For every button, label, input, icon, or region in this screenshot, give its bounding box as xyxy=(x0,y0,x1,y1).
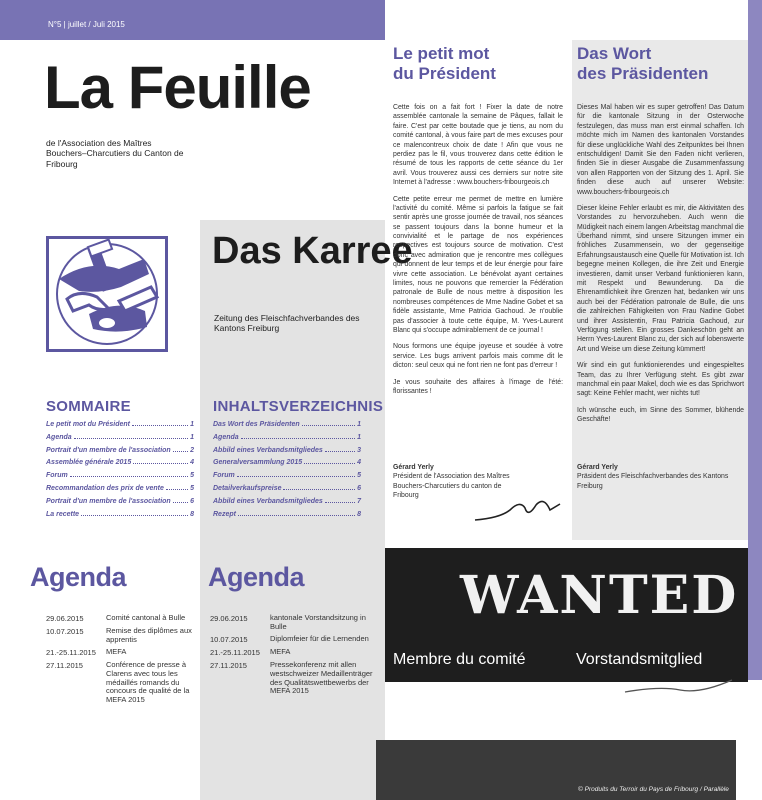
agenda-item xyxy=(46,661,196,704)
agenda-item xyxy=(210,661,375,696)
masthead-title: La Feuille xyxy=(44,54,311,121)
agenda-text: Comité cantonal à Bulle xyxy=(106,613,186,622)
agenda-item xyxy=(46,614,196,623)
toc-dots xyxy=(132,420,188,426)
sommaire-title: SOMMAIRE xyxy=(46,398,131,415)
toc-item[interactable] xyxy=(213,433,361,446)
toc-item-page: 8 xyxy=(357,510,361,518)
toc-item[interactable] xyxy=(46,420,194,433)
agenda-item xyxy=(46,648,196,657)
agenda-text: Pressekonferenz mit allen westschweizer Medaillenträger des Qualitätswettbewerbs der MEFA 2015 xyxy=(270,660,373,696)
toc-dots xyxy=(237,471,355,477)
toc-item[interactable] xyxy=(213,458,361,471)
agenda-text: Diplomfeier für die Lernenden xyxy=(270,634,369,644)
toc-item-label: Forum xyxy=(46,472,68,480)
toc-item[interactable] xyxy=(46,510,194,523)
paragraph: Cette petite erreur me permet de mettre en lumière l'activité du comité. Même si parfois la fatigue se fait sentir après une grosse journée de travail, nos séances se passent toujours dans la bonne humeur et la convivialité et le partage de nos expériences respectives est toujours source de motivation. C'est donc avec admiration que je rencontre mes collègues qui donnent de leur temps et de leur énergie pour faire vivre cette association. Le bénévolat ayant certaines limites, nous ne pouvons que remercier la Fédération patronale de Bulle de nous mettre à disposition les nombreuses compétences de Mme Nadine Gobet et sa fidèle assistante, Mme Patricia Gachoud. Je n'oublie pas d'associer à toute cette équipe, M. Yves-Laurent Blanc qui s'occupe admirablement de ce journal ! xyxy=(393,195,563,334)
agenda-date: 27.11.2015 xyxy=(46,661,83,671)
toc-dots xyxy=(238,510,355,516)
toc-item-page: 2 xyxy=(190,446,194,454)
issue-number: N°5 | juillet / Juli 2015 xyxy=(48,20,125,29)
president-fr-text xyxy=(393,103,563,403)
toc-item-label: Das Wort des Präsidenten xyxy=(213,421,300,428)
signature-icon xyxy=(470,490,565,530)
toc-item-page: 5 xyxy=(190,484,194,492)
toc-item-page: 1 xyxy=(190,433,194,441)
agenda-text: Conférence de presse à Clarens avec tous les médaillés romands du concours de qualité de la MEFA 2015 xyxy=(106,660,190,704)
toc-item[interactable] xyxy=(213,497,361,510)
toc-dots xyxy=(304,458,355,464)
toc-item-page: 5 xyxy=(190,472,194,480)
masthead-subtitle-de: Zeitung des Fleischfachverbandes des Kantons Freiburg xyxy=(214,313,360,334)
toc-item-page: 6 xyxy=(357,484,361,492)
toc-item-label: Abbild eines Verbandsmitgliedes xyxy=(213,446,323,454)
agenda-date: 10.07.2015 xyxy=(46,627,84,636)
toc-item-page: 6 xyxy=(190,497,194,505)
toc-item-page: 3 xyxy=(357,446,361,454)
toc-item-label: Portrait d'un membre de l'association xyxy=(46,497,171,505)
agenda-date: 29.06.2015 xyxy=(210,614,248,623)
butcher-hands-icon xyxy=(46,236,168,352)
president-de-text xyxy=(577,103,744,432)
toc-item[interactable] xyxy=(46,446,194,459)
toc-item-page: 5 xyxy=(357,472,361,480)
wanted-label-fr: Membre du comité xyxy=(393,651,526,668)
toc-item-label: Agenda xyxy=(46,433,72,441)
toc-item-label: Agenda xyxy=(213,433,239,441)
toc-item-label: La recette xyxy=(46,510,80,518)
agenda-date: 29.06.2015 xyxy=(46,614,84,623)
toc-item[interactable] xyxy=(213,484,361,497)
toc-item-page: 4 xyxy=(190,459,194,467)
photo-credit: © Produits du Terroir du Pays de Fribourg / Parallèle xyxy=(578,786,729,793)
toc-dots xyxy=(325,446,355,452)
toc-item-page: 1 xyxy=(357,433,361,441)
paragraph: Cette fois on a fait fort ! Fixer la date de notre assemblée cantonale la semaine de Pâques, fallait le faire. C'est par cette boutade que je tiens, au nom du comité cantonal, à vous faire part de mes excuses pour ce malencontreux choix de date ! Afin que vous ne perdiez pas le fil, vous trouverez dans cette édition le résumé de tous les rapports de cette séance du 1er avril. Vous trouverez aussi ces derniers sur notre site Internet à l'adresse : www.bouchers-fribourgeois.ch xyxy=(393,104,563,187)
president-de-title: Das Wort des Präsidenten xyxy=(577,44,709,83)
wanted-label-de: Vorstandsmitglied xyxy=(576,651,703,668)
toc-dots xyxy=(241,433,355,439)
toc-item-label: Detailverkaufspreise xyxy=(213,484,282,492)
right-edge-band xyxy=(748,0,762,680)
toc-item-label: Rezept xyxy=(213,510,236,518)
toc-item-label: Generalversammlung 2015 xyxy=(213,459,303,467)
president-fr-signature: Gérard Yerly Président de l'Association des Maîtres Bouchers-Charcutiers du canton de Fribourg xyxy=(393,464,510,499)
agenda-fr-list xyxy=(46,614,196,708)
toc-dots xyxy=(283,484,355,490)
toc-item[interactable] xyxy=(213,471,361,484)
toc-item[interactable] xyxy=(213,420,361,433)
toc-dots xyxy=(81,510,188,516)
toc-item-label: Portrait d'un membre de l'association xyxy=(46,446,171,454)
inhalt-list xyxy=(213,420,361,522)
masthead-title-de: Das Karree xyxy=(212,230,413,272)
paragraph: Ich wünsche euch, im Sinne des Sommer, blühende Geschäfte! xyxy=(577,406,744,424)
agenda-text: Remise des diplômes aux apprentis xyxy=(106,626,192,644)
toc-dots xyxy=(166,484,188,490)
toc-item-page: 8 xyxy=(190,510,194,518)
toc-item[interactable] xyxy=(46,458,194,471)
toc-item[interactable] xyxy=(46,484,194,497)
toc-item-label: Assemblée générale 2015 xyxy=(46,459,132,467)
agenda-item xyxy=(210,614,375,631)
agenda-de-list xyxy=(210,614,375,700)
paragraph: Je vous souhaite des affaires à l'image de l'été: florissantes ! xyxy=(393,378,563,395)
wanted-title: WANTED xyxy=(460,565,739,626)
toc-item-page: 1 xyxy=(357,421,361,428)
agenda-text: MEFA xyxy=(106,647,127,657)
agenda-date: 10.07.2015 xyxy=(210,635,248,645)
sommaire-list xyxy=(46,420,194,522)
agenda-date: 21.-25.11.2015 xyxy=(210,648,260,658)
paragraph: Dieser kleine Fehler erlaubt es mir, die Aktivitäten des Vorstandes zu hervorzuheben. Auch wenn die Müdigkeit nach einem langen Arbeitstag manchmal die Überhand nimmt, sind unsere Sitzungen immer ein fröhliches Zusammensein, wo der gegenseitige Erfahrungsaustausch eine Quelle für Motivation ist. Ich begegne meinen Kollegen, die ihre Zeit und Energie investieren, damit unser Verband funktionieren kann, mit Respekt und Bewunderung. Da die Ehrenamtlichkeit ihre Grenzen hat, bedanken wir uns auch bei der Fédération patronale de Bulle, die uns die zahlreichen Fähigkeiten von Frau Nadine Gobet und ihrer Assistentin, Frau Patricia Gachoud, zur Verfügung stellen. Ein grosses Dankeschön geht an Herrn Yves-Laurent Blanc zu, der sich auf lobenswerte Art und Weise um diese Zeitung kümmert! xyxy=(577,204,745,353)
toc-item-page: 7 xyxy=(357,497,361,505)
paragraph: Nous formons une équipe joyeuse et soudée à votre service. Les bugs arrivent parfois mais comme dit le dicton: seul ceux qui ne font rien ne font pas d'erreur ! xyxy=(393,343,563,370)
toc-item[interactable] xyxy=(46,471,194,484)
toc-item[interactable] xyxy=(213,446,361,459)
toc-item[interactable] xyxy=(213,510,361,523)
toc-dots xyxy=(70,471,188,477)
agenda-date: 27.11.2015 xyxy=(210,661,247,671)
toc-dots xyxy=(173,446,188,452)
toc-dots xyxy=(325,497,355,503)
toc-dots xyxy=(173,497,188,503)
toc-item-label: Le petit mot du Président xyxy=(46,421,131,428)
agenda-text: kantonale Vorstandsitzung in Bulle xyxy=(270,613,366,631)
agenda-item xyxy=(46,627,196,644)
toc-dots xyxy=(74,433,188,439)
agenda-text: MEFA xyxy=(270,647,291,657)
toc-item[interactable] xyxy=(46,497,194,510)
agenda-item xyxy=(210,635,375,644)
toc-item-page: 4 xyxy=(357,459,361,467)
agenda-fr-title: Agenda xyxy=(30,562,127,592)
paragraph: Dieses Mal haben wir es super getroffen! Das Datum für die kantonale Sitzung in der Osterwoche festzulegen, das muss man erst einmal schaffen. Ich möchte mich im Namen des kantonalen Vorstandes für diese unglückliche Wahl des Zeitpunktes bei Ihnen entschuldigen! Damit Sie den Faden nicht verlieren, finden Sie in dieser Ausgabe die Zusammenfassung von allen Rapporten von der Sitzung des 1. April. Sie finden diese auch auf unserer Website: www.bouchers-fribourgeois.ch xyxy=(577,104,744,196)
agenda-de-title: Agenda xyxy=(208,562,305,592)
president-fr-title: Le petit mot du Président xyxy=(393,44,496,83)
president-de-signature: Gérard Yerly Präsident des Fleischfachverbandes des Kantons Freiburg xyxy=(577,464,729,490)
masthead-subtitle-fr: de l'Association des Maîtres Bouchers–Charcutiers du Canton de Fribourg xyxy=(46,138,184,169)
toc-item-label: Abbild eines Verbandsmitgliedes xyxy=(213,497,323,505)
agenda-date: 21.-25.11.2015 xyxy=(46,648,96,658)
toc-item-label: Forum xyxy=(213,472,235,480)
toc-dots xyxy=(133,458,188,464)
agenda-item xyxy=(210,648,375,657)
paragraph: Wir sind ein gut funktionierendes und eingespieltes Team, das zu Ihrer Verfügung steht. Es gibt zwar manchmal ein paar Makel, doch wie es das Sprichwort sagt: Keine Fehler macht, wer nichts tut! xyxy=(577,362,744,398)
toc-dots xyxy=(302,420,355,426)
toc-item-page: 1 xyxy=(190,421,194,428)
toc-item[interactable] xyxy=(46,433,194,446)
toc-item-label: Recommandation des prix de vente xyxy=(46,484,164,492)
inhalt-title: INHALTSVERZEICHNIS xyxy=(213,398,384,415)
signature-icon xyxy=(620,672,740,702)
